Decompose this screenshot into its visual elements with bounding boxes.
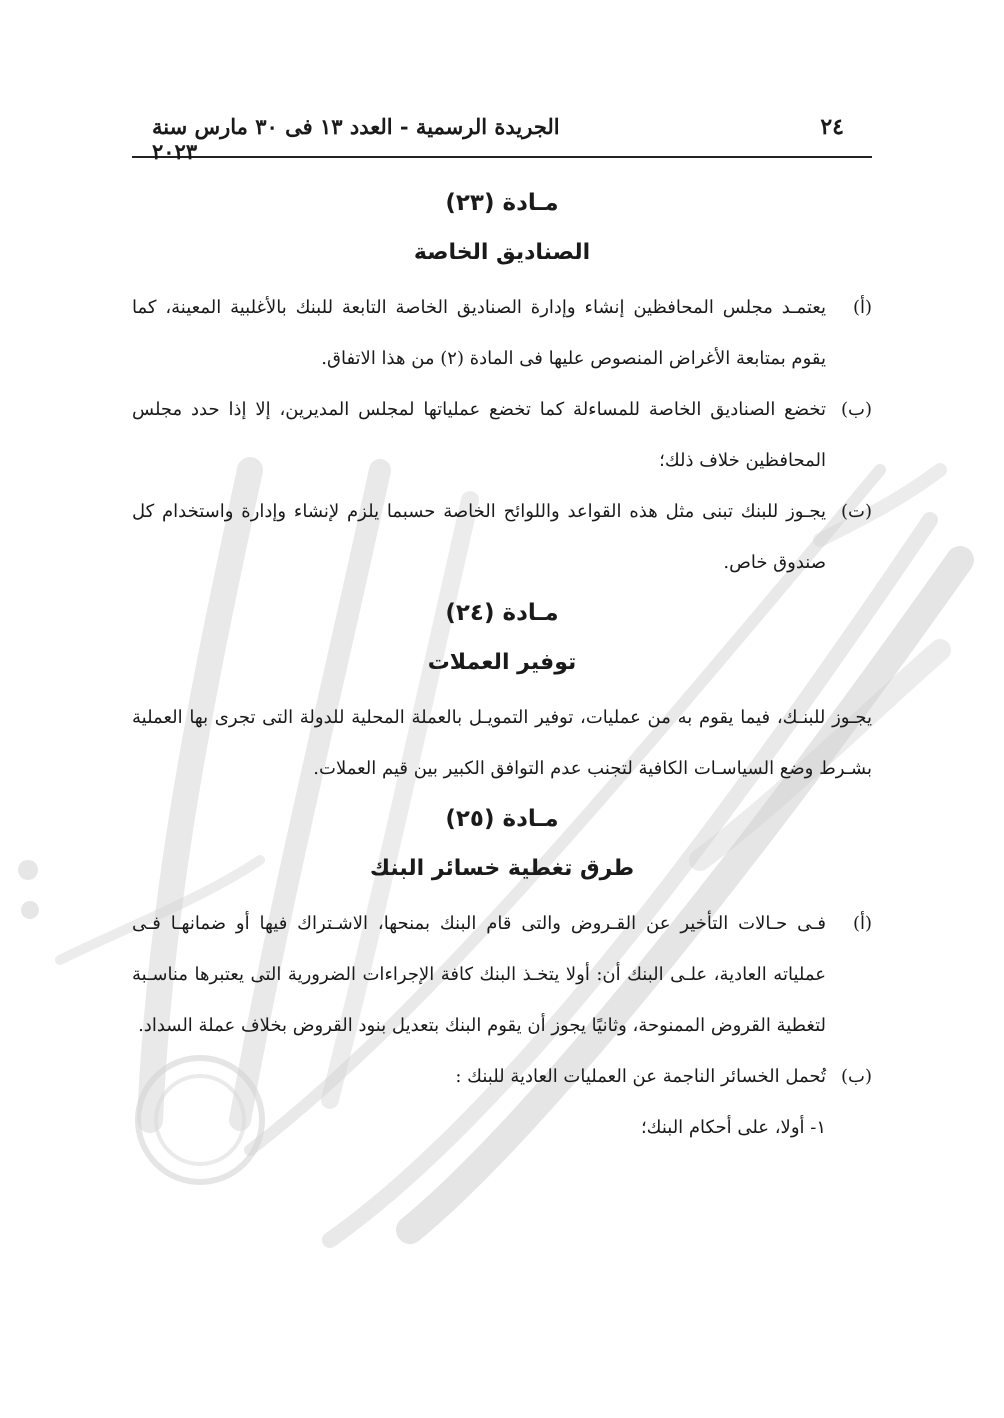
- article-title: مـادة (٢٣): [445, 190, 559, 216]
- clause-marker: (ب): [841, 1066, 872, 1087]
- gazette-title: الجريدة الرسمية - العدد ١٣ فى ٣٠ مارس سنة ٢٠٢٣: [152, 114, 560, 164]
- clause-marker: (أ): [852, 913, 872, 934]
- article-title: مـادة (٢٥): [445, 806, 559, 832]
- article-23: [132, 178, 872, 588]
- article-paragraph: يجـوز للبنـك، فيما يقوم به من عمليات، توفير التمويـل بالعملة المحلية للدولة التى تجرى بها العملية بشـرط وضع السياسـات الكافية لتجنب عدم التوافق الكبير بين قيم العملات.: [132, 707, 872, 779]
- article-clause: [132, 1051, 872, 1102]
- clause-text: تخضع الصناديق الخاصة للمساءلة كما تخضع عملياتها لمجلس المديرين، إلا إذا حدد مجلس المحافظين خلاف ذلك؛: [132, 399, 826, 471]
- clause-text: يجـوز للبنك تبنى مثل هذه القواعد واللوائح الخاصة حسبما يلزم لإنشاء وإدارة واستخدام كل صندوق خاص.: [132, 501, 826, 573]
- article-subtitle: طرق تغطية خسائر البنك: [369, 856, 635, 881]
- sub-clause: ١- أولا، على أحكام البنك؛: [640, 1117, 826, 1138]
- clause-text: يعتمـد مجلس المحافظين إنشاء وإدارة الصناديق الخاصة التابعة للبنك بالأغلبية المعينة، كما يقوم بمتابعة الأغراض المنصوص عليها فى المادة (٢) من هذا الاتفاق.: [132, 297, 826, 369]
- clause-text: فـى حـالات التأخير عن القـروض والتى قام البنك بمنحها، الاشـتراك فيها أو ضمانهـا فـى عملياته العادية، علـى البنك أن: أولا يتخـذ البنك كافة الإجراءات الضرورية التى يعتبرها مناسـبة لتغطية القروض الممنوحة، وثانيًا يجوز أن يقوم البنك بتعديل بنود القروض بخلاف عملة السداد.: [132, 913, 826, 1036]
- article-clause: [132, 898, 872, 1051]
- page-header: [132, 112, 872, 164]
- clause-marker: (أ): [852, 297, 872, 318]
- article-24: [132, 588, 872, 794]
- clause-marker: (ت): [841, 501, 872, 522]
- article-clause: [132, 282, 872, 384]
- article-title: مـادة (٢٤): [445, 600, 559, 626]
- article-subtitle: الصناديق الخاصة: [413, 240, 591, 265]
- article-subtitle: توفير العملات: [427, 650, 577, 675]
- article-25: [132, 794, 872, 1153]
- article-clause: [132, 486, 872, 588]
- page-content: [132, 178, 872, 1153]
- clause-marker: (ب): [841, 399, 872, 420]
- clause-text: تُحمل الخسائر الناجمة عن العمليات العادية للبنك :: [455, 1066, 826, 1087]
- article-clause: [132, 384, 872, 486]
- page-number: ٢٤: [820, 114, 844, 140]
